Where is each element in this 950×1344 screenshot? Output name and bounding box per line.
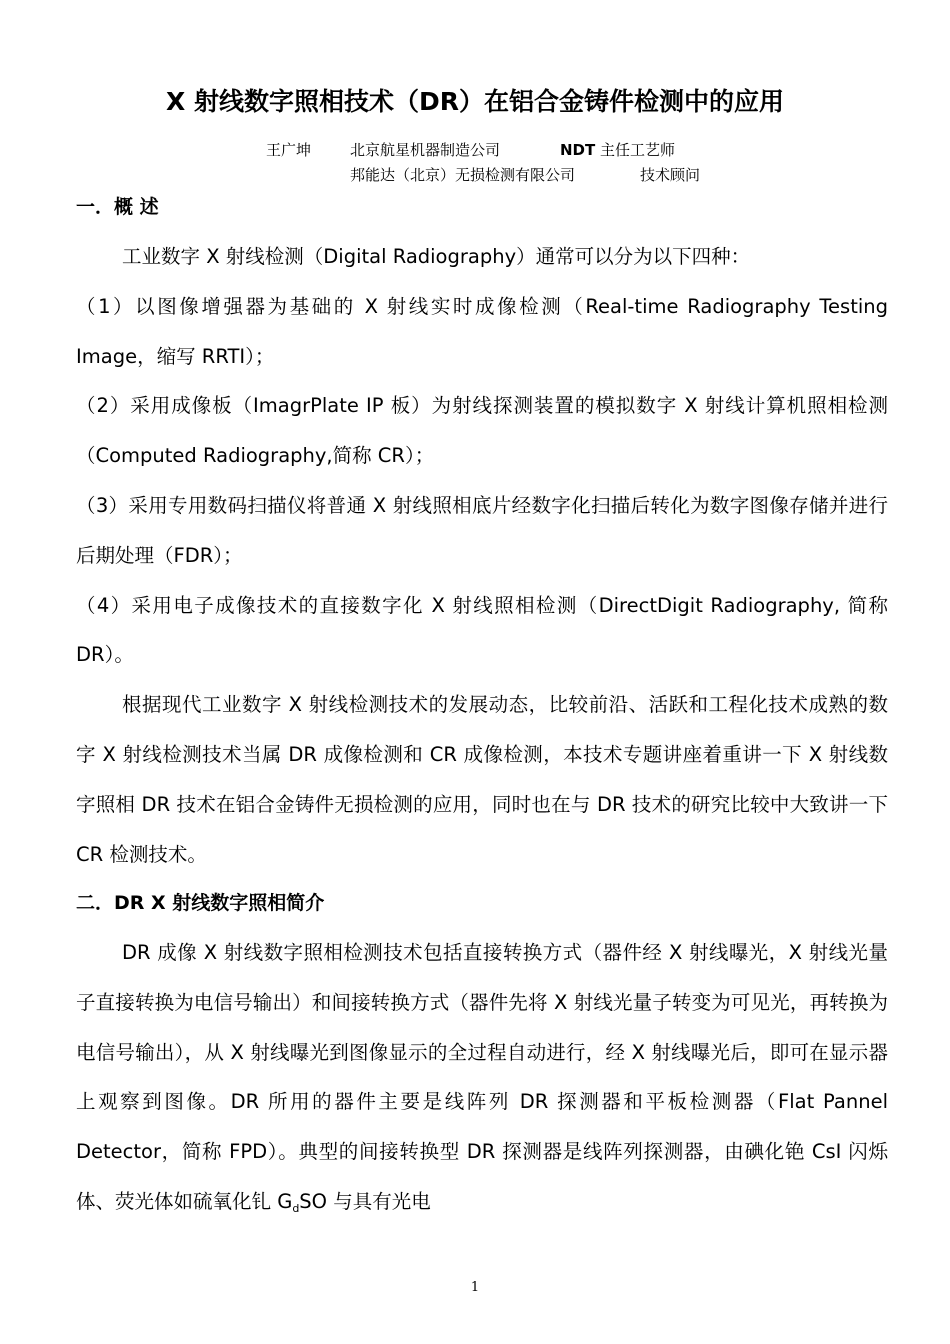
overview-item-1: （1）以图像增强器为基础的 X 射线实时成像检测（Real-time Radiography Testing Image，缩写 RRTI）； bbox=[76, 294, 888, 368]
overview-paragraph: 根据现代工业数字 X 射线检测技术的发展动态，比较前沿、活跃和工程化技术成熟的数字 X 射线检测技术当属 DR 成像检测和 CR 成像检测，本技术专题讲座着重讲一下 X 射线数字照相 DR 技术在铝合金铸件无损检测的应用，同时也在与 DR 技术的研究比较中大致讲一下 CR 检测技术。 bbox=[76, 693, 888, 866]
author-organization-2: 邦能达（北京）无损检测有限公司 bbox=[350, 166, 576, 184]
overview-item-4: （4）采用电子成像技术的直接数字化 X 射线照相检测（DirectDigit Radiography, 简称 DR）。 bbox=[76, 593, 888, 667]
dr-paragraph-tail: SO 与具有光电 bbox=[299, 1189, 431, 1213]
dr-subscript: d bbox=[292, 1201, 300, 1215]
dr-paragraph-text: DR 成像 X 射线数字照相检测技术包括直接转换方式（器件经 X 射线曝光，X 射线光量子直接转换为电信号输出）和间接转换方式（器件先将 X 射线光量子转变为可见光，再转换为电信号输出），从 X 射线曝光到图像显示的全过程自动进行，经 X 射线曝光后，即可在显示器上观察到图像。DR 所用的器件主要是线阵列 DR 探测器和平板检测器（Flat Pannel Detector，简称 FPD）。典型的间接转换型 DR 探测器是线阵列探测器，由碘化铯 CsI 闪烁体、荧光体如硫氧化钆 G bbox=[76, 941, 888, 1213]
author-name: 王广坤 bbox=[266, 141, 312, 159]
dr-intro-paragraph bbox=[76, 928, 888, 1227]
author-role bbox=[560, 139, 675, 161]
overview-item-2: （2）采用成像板（ImagrPlate IP 板）为射线探测装置的模拟数字 X 射线计算机照相检测（Computed Radiography,简称 CR）； bbox=[76, 394, 888, 468]
overview-item-3: （3）采用专用数码扫描仪将普通 X 射线照相底片经数字化扫描后转化为数字图像存储并进行后期处理（FDR）； bbox=[76, 493, 888, 567]
section-heading-dr-intro: 二．DR X 射线数字照相简介 bbox=[76, 892, 325, 914]
author-line-2 bbox=[0, 164, 950, 186]
document-title: X 射线数字照相技术（DR）在铝合金铸件检测中的应用 bbox=[166, 87, 784, 116]
author-line-1 bbox=[0, 139, 950, 161]
section-overview-body bbox=[76, 232, 888, 879]
author-role-text: 主任工艺师 bbox=[595, 141, 676, 159]
overview-intro: 工业数字 X 射线检测（Digital Radiography）通常可以分为以下四种： bbox=[122, 245, 751, 268]
author-organization: 北京航星机器制造公司 bbox=[350, 141, 501, 159]
author-role-prefix: NDT bbox=[560, 141, 596, 159]
section-heading-overview: 一．概 述 bbox=[76, 196, 159, 218]
author-role-2: 技术顾问 bbox=[640, 166, 701, 184]
page-number: 1 bbox=[470, 1280, 480, 1295]
section-dr-body bbox=[76, 928, 888, 1227]
